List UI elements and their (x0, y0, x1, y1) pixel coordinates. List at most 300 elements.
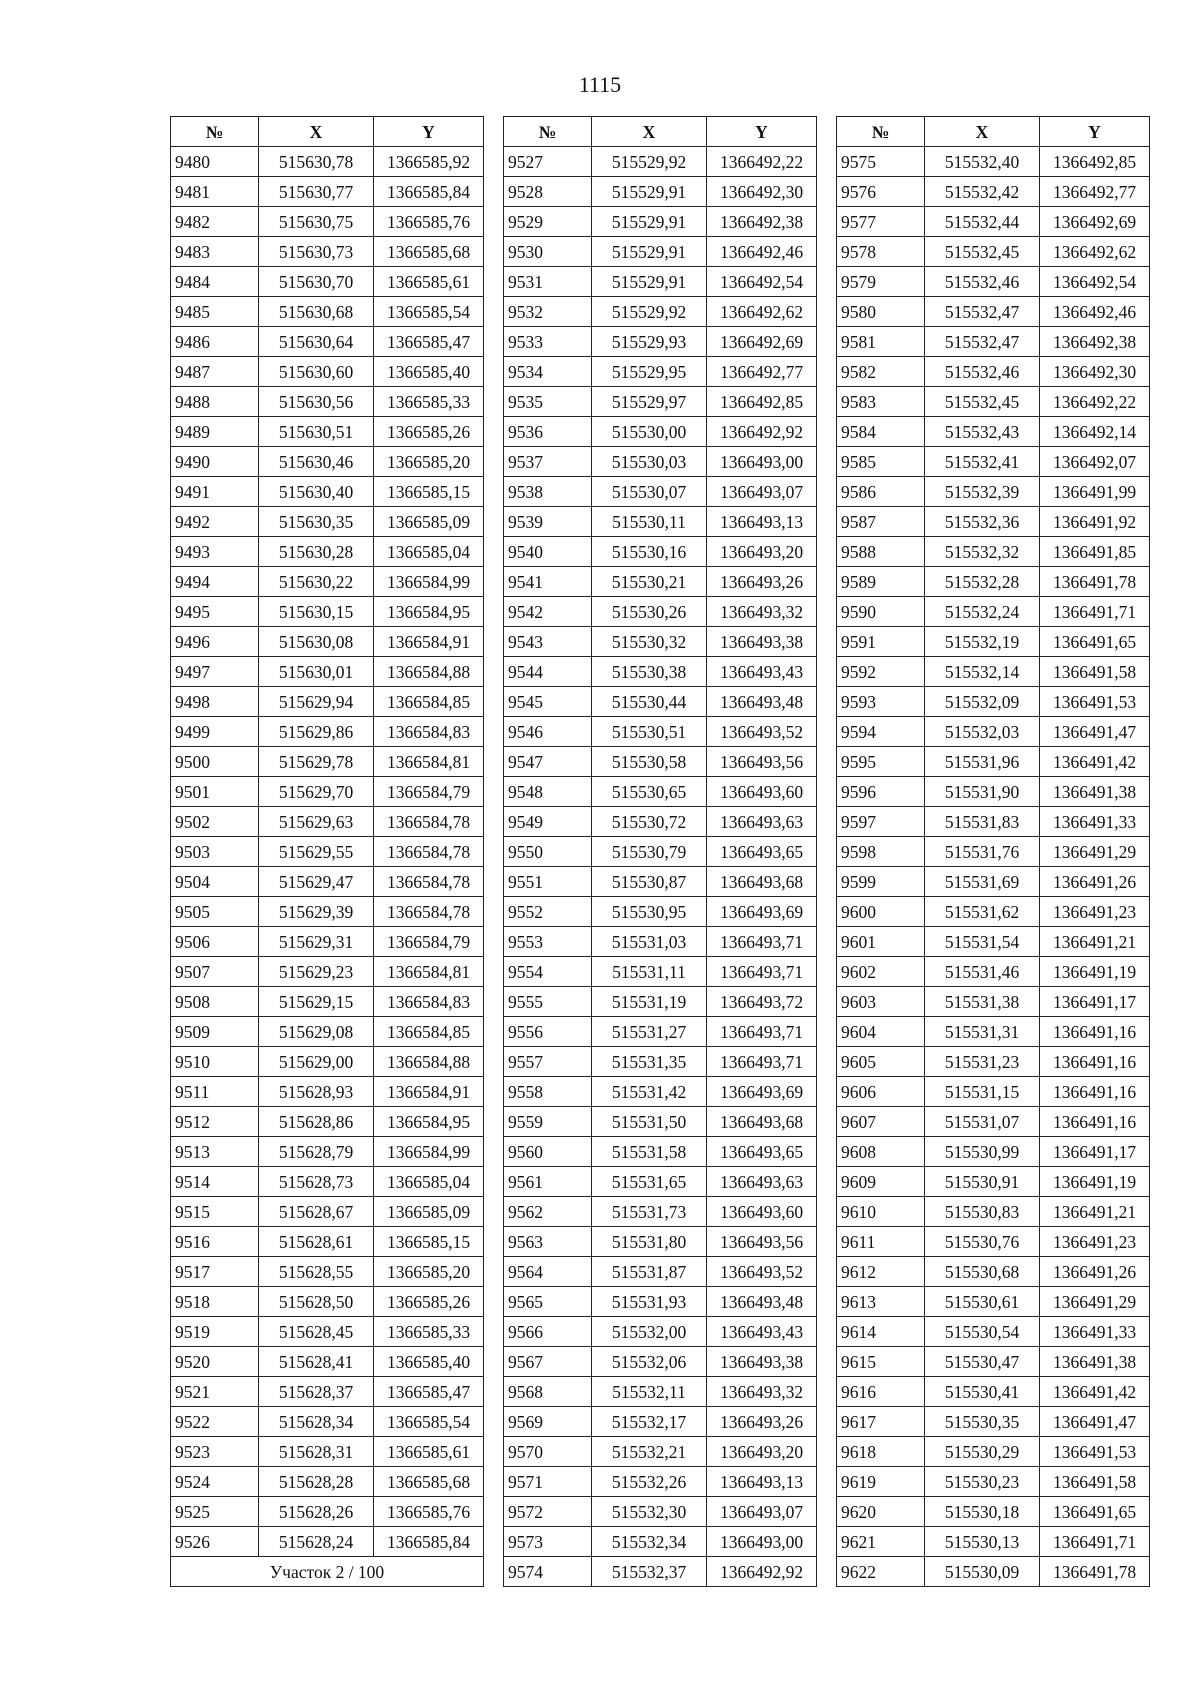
cell-y: 1366585,68 (374, 237, 484, 267)
cell-number: 9580 (837, 297, 925, 327)
cell-y: 1366493,69 (707, 897, 817, 927)
header-x: X (592, 117, 707, 147)
table-row (504, 1317, 817, 1347)
table-row (837, 1197, 1150, 1227)
cell-y: 1366491,26 (1040, 867, 1150, 897)
cell-x: 515532,28 (925, 567, 1040, 597)
cell-y: 1366585,61 (374, 267, 484, 297)
header-number: № (837, 117, 925, 147)
cell-number: 9605 (837, 1047, 925, 1077)
table-row (171, 717, 484, 747)
cell-number: 9482 (171, 207, 259, 237)
cell-x: 515532,46 (925, 357, 1040, 387)
cell-number: 9609 (837, 1167, 925, 1197)
cell-number: 9555 (504, 987, 592, 1017)
cell-x: 515530,38 (592, 657, 707, 687)
table-row (171, 957, 484, 987)
cell-number: 9521 (171, 1377, 259, 1407)
table-row (504, 537, 817, 567)
cell-x: 515531,80 (592, 1227, 707, 1257)
cell-y: 1366584,88 (374, 657, 484, 687)
cell-x: 515630,56 (259, 387, 374, 417)
cell-x: 515532,00 (592, 1317, 707, 1347)
cell-number: 9585 (837, 447, 925, 477)
table-row (504, 627, 817, 657)
cell-number: 9544 (504, 657, 592, 687)
cell-number: 9590 (837, 597, 925, 627)
cell-number: 9493 (171, 537, 259, 567)
cell-number: 9584 (837, 417, 925, 447)
cell-number: 9520 (171, 1347, 259, 1377)
cell-y: 1366585,47 (374, 327, 484, 357)
table-row (171, 417, 484, 447)
cell-x: 515531,35 (592, 1047, 707, 1077)
cell-y: 1366492,62 (707, 297, 817, 327)
cell-y: 1366491,65 (1040, 627, 1150, 657)
cell-y: 1366491,29 (1040, 837, 1150, 867)
cell-number: 9574 (504, 1557, 592, 1587)
table-row (837, 687, 1150, 717)
cell-number: 9598 (837, 837, 925, 867)
cell-number: 9518 (171, 1287, 259, 1317)
table-row (837, 177, 1150, 207)
cell-x: 515532,37 (592, 1557, 707, 1587)
table-row (837, 867, 1150, 897)
header-y: Y (1040, 117, 1150, 147)
cell-number: 9579 (837, 267, 925, 297)
table-row (837, 777, 1150, 807)
cell-number: 9566 (504, 1317, 592, 1347)
cell-number: 9615 (837, 1347, 925, 1377)
cell-y: 1366493,68 (707, 1107, 817, 1137)
cell-y: 1366585,04 (374, 1167, 484, 1197)
cell-x: 515532,36 (925, 507, 1040, 537)
table-row (171, 1047, 484, 1077)
cell-number: 9617 (837, 1407, 925, 1437)
cell-y: 1366492,30 (707, 177, 817, 207)
cell-x: 515629,23 (259, 957, 374, 987)
table-row (504, 597, 817, 627)
cell-x: 515530,13 (925, 1527, 1040, 1557)
cell-number: 9540 (504, 537, 592, 567)
cell-x: 515629,86 (259, 717, 374, 747)
table-row (837, 1437, 1150, 1467)
cell-number: 9612 (837, 1257, 925, 1287)
cell-x: 515628,67 (259, 1197, 374, 1227)
cell-number: 9525 (171, 1497, 259, 1527)
cell-number: 9514 (171, 1167, 259, 1197)
cell-number: 9565 (504, 1287, 592, 1317)
cell-x: 515531,93 (592, 1287, 707, 1317)
cell-x: 515530,16 (592, 537, 707, 567)
cell-y: 1366585,33 (374, 1317, 484, 1347)
cell-number: 9619 (837, 1467, 925, 1497)
table-row (171, 687, 484, 717)
table-row (171, 237, 484, 267)
cell-y: 1366493,07 (707, 477, 817, 507)
table-row (837, 267, 1150, 297)
cell-number: 9496 (171, 627, 259, 657)
table-header-row (837, 117, 1150, 147)
cell-x: 515531,58 (592, 1137, 707, 1167)
cell-y: 1366585,04 (374, 537, 484, 567)
cell-y: 1366585,92 (374, 147, 484, 177)
cell-y: 1366492,77 (707, 357, 817, 387)
table-row (171, 447, 484, 477)
cell-y: 1366491,53 (1040, 687, 1150, 717)
cell-y: 1366491,33 (1040, 1317, 1150, 1347)
table-row (171, 327, 484, 357)
cell-y: 1366585,09 (374, 1197, 484, 1227)
table-row (504, 1167, 817, 1197)
cell-y: 1366493,68 (707, 867, 817, 897)
cell-number: 9599 (837, 867, 925, 897)
cell-y: 1366493,38 (707, 1347, 817, 1377)
table-row (171, 477, 484, 507)
cell-y: 1366584,78 (374, 807, 484, 837)
cell-y: 1366492,14 (1040, 417, 1150, 447)
cell-x: 515530,11 (592, 507, 707, 537)
cell-y: 1366585,54 (374, 1407, 484, 1437)
cell-number: 9573 (504, 1527, 592, 1557)
table-row (171, 567, 484, 597)
header-x: X (259, 117, 374, 147)
cell-y: 1366491,92 (1040, 507, 1150, 537)
cell-number: 9604 (837, 1017, 925, 1047)
table-row (171, 627, 484, 657)
cell-number: 9548 (504, 777, 592, 807)
cell-x: 515530,54 (925, 1317, 1040, 1347)
table-row (504, 957, 817, 987)
cell-number: 9517 (171, 1257, 259, 1287)
cell-number: 9610 (837, 1197, 925, 1227)
table-row (504, 777, 817, 807)
cell-number: 9558 (504, 1077, 592, 1107)
cell-number: 9549 (504, 807, 592, 837)
table-row (171, 1017, 484, 1047)
table-row (504, 1557, 817, 1587)
cell-y: 1366491,16 (1040, 1047, 1150, 1077)
table-row (837, 1377, 1150, 1407)
cell-number: 9621 (837, 1527, 925, 1557)
table-footer-row (171, 1557, 484, 1587)
cell-number: 9492 (171, 507, 259, 537)
cell-number: 9608 (837, 1137, 925, 1167)
table-row (171, 1527, 484, 1557)
cell-x: 515630,77 (259, 177, 374, 207)
cell-y: 1366585,54 (374, 297, 484, 327)
cell-x: 515530,29 (925, 1437, 1040, 1467)
table-row (504, 1077, 817, 1107)
cell-x: 515531,73 (592, 1197, 707, 1227)
cell-number: 9488 (171, 387, 259, 417)
cell-x: 515628,50 (259, 1287, 374, 1317)
cell-y: 1366491,58 (1040, 657, 1150, 687)
table-row (171, 147, 484, 177)
cell-x: 515629,31 (259, 927, 374, 957)
cell-y: 1366492,22 (1040, 387, 1150, 417)
cell-number: 9559 (504, 1107, 592, 1137)
cell-x: 515530,00 (592, 417, 707, 447)
cell-x: 515531,03 (592, 927, 707, 957)
cell-x: 515628,55 (259, 1257, 374, 1287)
cell-y: 1366584,88 (374, 1047, 484, 1077)
table-row (171, 1407, 484, 1437)
cell-y: 1366493,71 (707, 927, 817, 957)
cell-y: 1366493,48 (707, 1287, 817, 1317)
cell-x: 515531,23 (925, 1047, 1040, 1077)
table-row (504, 387, 817, 417)
cell-y: 1366584,95 (374, 1107, 484, 1137)
cell-x: 515530,26 (592, 597, 707, 627)
cell-number: 9569 (504, 1407, 592, 1437)
cell-y: 1366493,20 (707, 537, 817, 567)
cell-y: 1366584,99 (374, 567, 484, 597)
cell-y: 1366491,26 (1040, 1257, 1150, 1287)
cell-number: 9607 (837, 1107, 925, 1137)
cell-x: 515529,97 (592, 387, 707, 417)
table-row (171, 1287, 484, 1317)
cell-x: 515531,38 (925, 987, 1040, 1017)
table-row (837, 747, 1150, 777)
table-row (504, 417, 817, 447)
cell-number: 9503 (171, 837, 259, 867)
cell-number: 9515 (171, 1197, 259, 1227)
coordinates-table-1 (170, 116, 484, 1587)
table-row (504, 477, 817, 507)
table-row (171, 1197, 484, 1227)
cell-y: 1366493,43 (707, 657, 817, 687)
cell-number: 9602 (837, 957, 925, 987)
cell-y: 1366491,42 (1040, 747, 1150, 777)
cell-x: 515530,09 (925, 1557, 1040, 1587)
table-row (171, 1137, 484, 1167)
cell-x: 515531,90 (925, 777, 1040, 807)
cell-y: 1366493,13 (707, 507, 817, 537)
cell-x: 515628,79 (259, 1137, 374, 1167)
cell-number: 9516 (171, 1227, 259, 1257)
cell-y: 1366493,56 (707, 1227, 817, 1257)
table-row (171, 267, 484, 297)
cell-number: 9490 (171, 447, 259, 477)
cell-y: 1366493,32 (707, 1377, 817, 1407)
cell-y: 1366491,99 (1040, 477, 1150, 507)
cell-x: 515532,19 (925, 627, 1040, 657)
table-row (837, 627, 1150, 657)
table-row (504, 1197, 817, 1227)
table-row (504, 1137, 817, 1167)
table-row (171, 177, 484, 207)
table-row (837, 1287, 1150, 1317)
table-row (171, 837, 484, 867)
table-row (504, 1467, 817, 1497)
table-row (504, 567, 817, 597)
cell-x: 515530,87 (592, 867, 707, 897)
cell-number: 9606 (837, 1077, 925, 1107)
table-row (504, 147, 817, 177)
cell-number: 9560 (504, 1137, 592, 1167)
coordinates-table-2 (503, 116, 817, 1587)
cell-x: 515530,83 (925, 1197, 1040, 1227)
cell-x: 515530,95 (592, 897, 707, 927)
cell-number: 9513 (171, 1137, 259, 1167)
cell-number: 9536 (504, 417, 592, 447)
cell-x: 515530,99 (925, 1137, 1040, 1167)
cell-number: 9554 (504, 957, 592, 987)
table-row (504, 1527, 817, 1557)
cell-x: 515630,60 (259, 357, 374, 387)
cell-number: 9553 (504, 927, 592, 957)
table-row (504, 297, 817, 327)
cell-number: 9551 (504, 867, 592, 897)
table-row (837, 237, 1150, 267)
cell-x: 515630,40 (259, 477, 374, 507)
cell-y: 1366584,83 (374, 717, 484, 747)
cell-y: 1366585,15 (374, 1227, 484, 1257)
table-row (504, 207, 817, 237)
cell-x: 515628,28 (259, 1467, 374, 1497)
cell-y: 1366584,99 (374, 1137, 484, 1167)
cell-x: 515629,00 (259, 1047, 374, 1077)
cell-x: 515531,76 (925, 837, 1040, 867)
cell-number: 9622 (837, 1557, 925, 1587)
cell-number: 9620 (837, 1497, 925, 1527)
cell-number: 9533 (504, 327, 592, 357)
cell-y: 1366491,47 (1040, 717, 1150, 747)
table-row (504, 447, 817, 477)
cell-y: 1366491,19 (1040, 1167, 1150, 1197)
cell-number: 9581 (837, 327, 925, 357)
cell-x: 515532,03 (925, 717, 1040, 747)
cell-number: 9537 (504, 447, 592, 477)
table-row (837, 1347, 1150, 1377)
cell-y: 1366585,76 (374, 207, 484, 237)
cell-x: 515531,42 (592, 1077, 707, 1107)
cell-y: 1366492,92 (707, 1557, 817, 1587)
table-header-row (171, 117, 484, 147)
cell-x: 515630,70 (259, 267, 374, 297)
cell-x: 515630,08 (259, 627, 374, 657)
cell-number: 9499 (171, 717, 259, 747)
cell-x: 515630,46 (259, 447, 374, 477)
table-row (837, 1527, 1150, 1557)
table-row (504, 357, 817, 387)
cell-x: 515628,73 (259, 1167, 374, 1197)
cell-x: 515532,21 (592, 1437, 707, 1467)
cell-x: 515530,23 (925, 1467, 1040, 1497)
cell-number: 9491 (171, 477, 259, 507)
cell-number: 9504 (171, 867, 259, 897)
cell-x: 515532,40 (925, 147, 1040, 177)
cell-number: 9601 (837, 927, 925, 957)
cell-x: 515630,51 (259, 417, 374, 447)
cell-y: 1366585,15 (374, 477, 484, 507)
table-row (171, 1257, 484, 1287)
cell-y: 1366585,20 (374, 447, 484, 477)
cell-x: 515532,42 (925, 177, 1040, 207)
cell-y: 1366491,58 (1040, 1467, 1150, 1497)
table-row (504, 1287, 817, 1317)
cell-number: 9603 (837, 987, 925, 1017)
cell-number: 9596 (837, 777, 925, 807)
cell-number: 9564 (504, 1257, 592, 1287)
cell-x: 515532,26 (592, 1467, 707, 1497)
table-row (837, 1167, 1150, 1197)
cell-x: 515530,76 (925, 1227, 1040, 1257)
cell-x: 515629,94 (259, 687, 374, 717)
cell-number: 9543 (504, 627, 592, 657)
cell-y: 1366584,78 (374, 897, 484, 927)
coordinates-table-3 (836, 116, 1150, 1587)
cell-y: 1366491,23 (1040, 1227, 1150, 1257)
cell-number: 9524 (171, 1467, 259, 1497)
cell-y: 1366493,63 (707, 1167, 817, 1197)
table-row (504, 327, 817, 357)
table-row (504, 987, 817, 1017)
cell-number: 9532 (504, 297, 592, 327)
cell-y: 1366585,84 (374, 177, 484, 207)
table-row (837, 1227, 1150, 1257)
cell-x: 515628,37 (259, 1377, 374, 1407)
cell-x: 515531,96 (925, 747, 1040, 777)
cell-y: 1366584,79 (374, 927, 484, 957)
cell-number: 9523 (171, 1437, 259, 1467)
header-x: X (925, 117, 1040, 147)
cell-number: 9528 (504, 177, 592, 207)
header-y: Y (707, 117, 817, 147)
cell-y: 1366492,54 (1040, 267, 1150, 297)
cell-y: 1366493,43 (707, 1317, 817, 1347)
cell-number: 9489 (171, 417, 259, 447)
table-row (504, 1347, 817, 1377)
cell-x: 515530,21 (592, 567, 707, 597)
cell-number: 9561 (504, 1167, 592, 1197)
cell-x: 515630,35 (259, 507, 374, 537)
table-row (171, 927, 484, 957)
cell-x: 515531,83 (925, 807, 1040, 837)
table-row (837, 447, 1150, 477)
cell-number: 9616 (837, 1377, 925, 1407)
cell-x: 515532,30 (592, 1497, 707, 1527)
cell-number: 9538 (504, 477, 592, 507)
table-row (171, 357, 484, 387)
cell-x: 515530,32 (592, 627, 707, 657)
cell-number: 9519 (171, 1317, 259, 1347)
cell-y: 1366491,33 (1040, 807, 1150, 837)
cell-y: 1366492,77 (1040, 177, 1150, 207)
cell-y: 1366584,78 (374, 867, 484, 897)
cell-number: 9567 (504, 1347, 592, 1377)
cell-x: 515529,93 (592, 327, 707, 357)
cell-x: 515629,47 (259, 867, 374, 897)
table-row (171, 1317, 484, 1347)
cell-number: 9571 (504, 1467, 592, 1497)
cell-y: 1366491,21 (1040, 927, 1150, 957)
cell-x: 515532,47 (925, 327, 1040, 357)
table-row (837, 807, 1150, 837)
cell-x: 515530,91 (925, 1167, 1040, 1197)
table-row (504, 1257, 817, 1287)
table-row (504, 657, 817, 687)
cell-number: 9505 (171, 897, 259, 927)
cell-y: 1366491,29 (1040, 1287, 1150, 1317)
cell-x: 515628,61 (259, 1227, 374, 1257)
cell-number: 9506 (171, 927, 259, 957)
table-row (837, 1317, 1150, 1347)
table-row (837, 1077, 1150, 1107)
cell-x: 515532,24 (925, 597, 1040, 627)
cell-number: 9501 (171, 777, 259, 807)
